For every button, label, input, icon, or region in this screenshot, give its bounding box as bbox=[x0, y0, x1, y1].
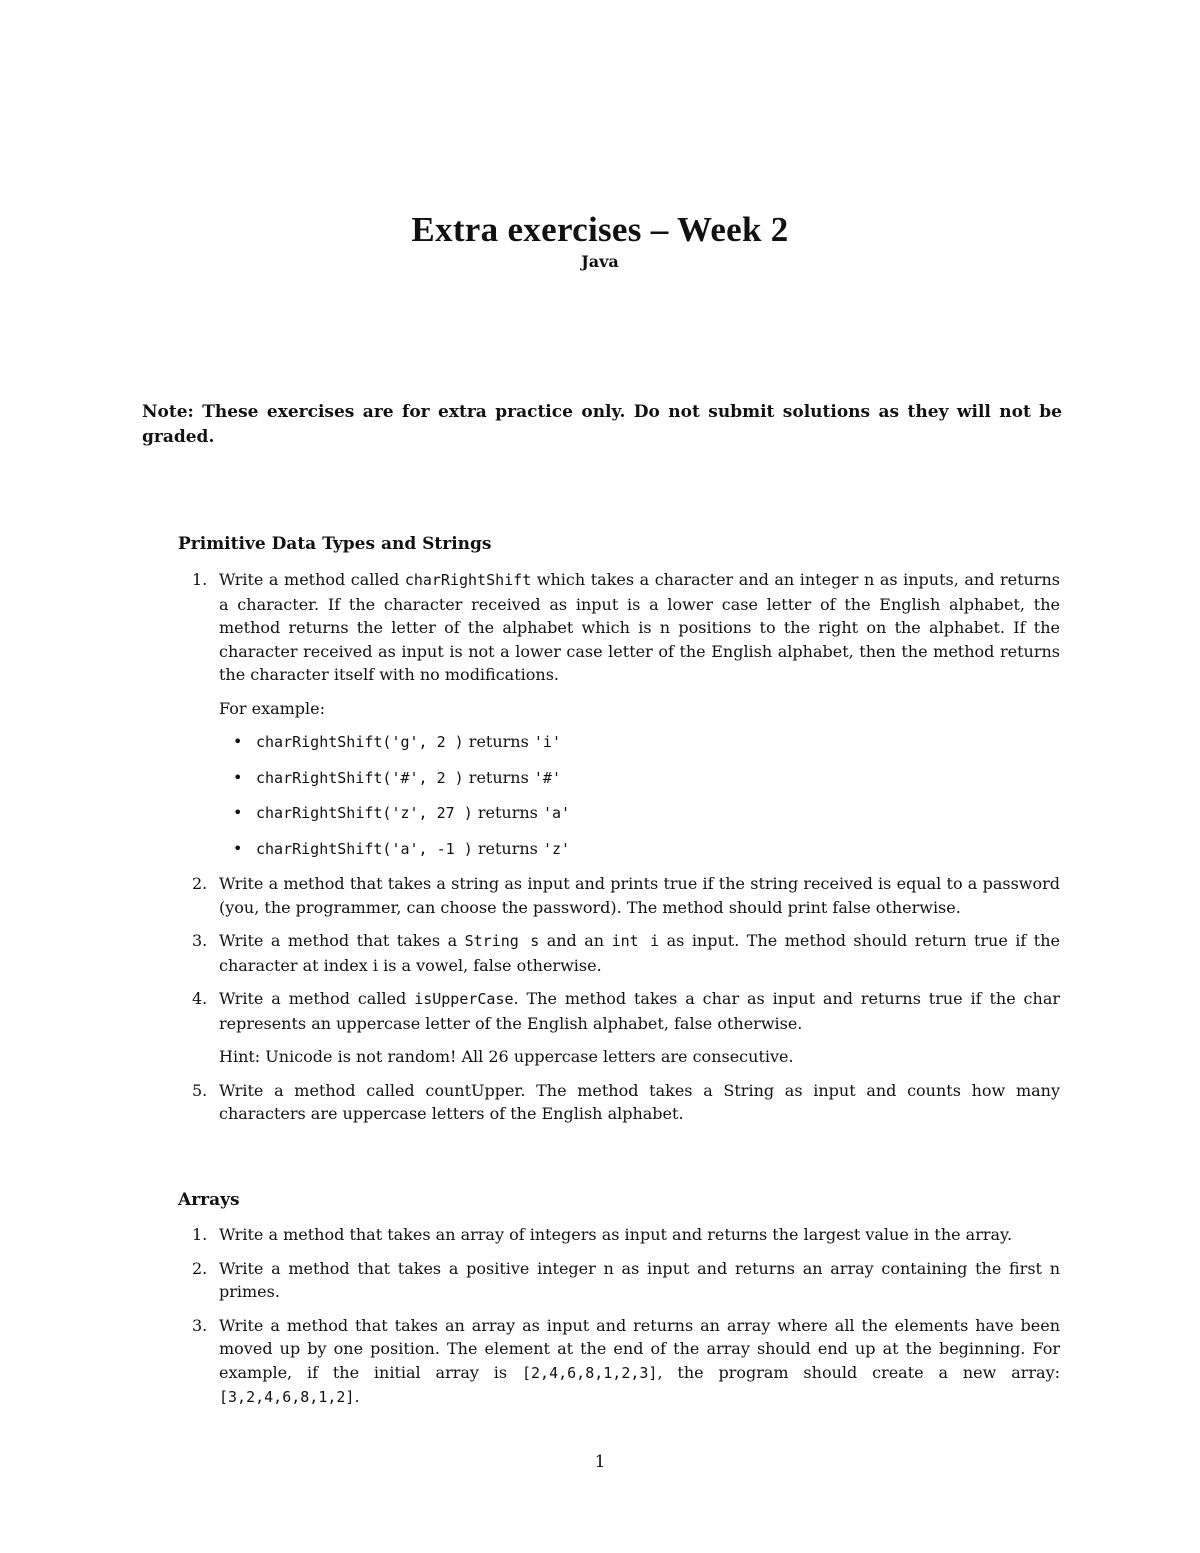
example-intro: For example: bbox=[219, 698, 326, 718]
list-item bbox=[178, 1079, 1060, 1126]
text-run: and an bbox=[539, 931, 612, 950]
inline-code: [2,4,6,8,1,2,3] bbox=[521, 1363, 658, 1382]
text-run: . bbox=[354, 1387, 360, 1406]
example-result: '#' bbox=[533, 768, 561, 787]
text-run: which takes a character and an integer n as inputs, and returns a character. If the character received as input is a lower case letter of the English alphabet, the method returns the letter of the alphabet which is n positions to the right on the alphabet. If the character received as input is not a lower case letter of the English alphabet, then the method returns the character itself with no modifications. bbox=[219, 570, 1061, 684]
text-run: Write a method called bbox=[219, 989, 415, 1008]
text-run: Write a method that takes an array as input and returns an array where all the elements have been moved up by one position. The element at the end of the array should end up at the beginning. For example, if the initial array is bbox=[219, 1315, 1060, 1382]
bullet-icon: • bbox=[233, 732, 243, 751]
list-item bbox=[178, 1223, 1060, 1247]
bullet-icon: • bbox=[233, 803, 243, 822]
item-number: 1. bbox=[192, 1225, 208, 1244]
text-run: returns bbox=[472, 803, 543, 822]
text-run: , the program should create a new array: bbox=[657, 1362, 1061, 1382]
item-text bbox=[219, 929, 1060, 977]
section-title-primitive-types: Primitive Data Types and Strings bbox=[178, 534, 492, 554]
text-run: . The method takes a char as input and returns true if the char represents an uppercase letter of the English alphabet, false otherwise. bbox=[219, 989, 1061, 1033]
item-number: 2. bbox=[192, 1258, 208, 1278]
example-item bbox=[219, 730, 1060, 755]
primitive-types-exercise-list bbox=[178, 568, 1060, 1136]
item-number: 2. bbox=[192, 874, 208, 893]
inline-code: int i bbox=[611, 932, 660, 950]
text-run: returns bbox=[463, 732, 534, 751]
section-title-arrays: Arrays bbox=[178, 1190, 240, 1210]
item-number: 4. bbox=[192, 989, 208, 1008]
item-text: Write a method that takes an array of integers as input and returns the largest value in the array. bbox=[219, 1225, 1013, 1244]
example-item bbox=[219, 766, 1060, 791]
example-list bbox=[219, 730, 1060, 861]
list-item bbox=[178, 987, 1060, 1069]
example-call: charRightShift('z', 27 ) bbox=[256, 804, 473, 822]
example-result: 'z' bbox=[542, 839, 571, 858]
example-item bbox=[219, 837, 1060, 862]
item-text bbox=[219, 987, 1060, 1035]
inline-code: String s bbox=[464, 932, 540, 950]
example-item bbox=[219, 801, 1060, 826]
text-run: returns bbox=[463, 767, 534, 787]
arrays-exercise-list bbox=[178, 1223, 1060, 1420]
item-text: Write a method that takes a positive integer n as input and returns an array containing the first n primes. bbox=[219, 1258, 1060, 1301]
inline-code: isUpperCase bbox=[414, 990, 514, 1008]
item-text bbox=[219, 568, 1060, 687]
item-number: 3. bbox=[192, 1315, 208, 1335]
bullet-icon: • bbox=[233, 767, 243, 787]
text-run: as input. The method should return true if the character at index i is a vowel, false otherwise. bbox=[219, 931, 1061, 975]
inline-code: [3,2,4,6,8,1,2] bbox=[219, 1388, 355, 1406]
page-number: 1 bbox=[594, 1452, 606, 1472]
example-call: charRightShift('g', 2 ) bbox=[256, 733, 464, 751]
item-text bbox=[219, 1314, 1060, 1410]
text-run: returns bbox=[472, 838, 543, 858]
text-run: Write a method that takes a bbox=[219, 931, 465, 950]
list-item bbox=[178, 1257, 1060, 1304]
hint-text: Hint: Unicode is not random! All 26 uppercase letters are consecutive. bbox=[219, 1047, 794, 1066]
item-number: 1. bbox=[192, 570, 208, 589]
item-text: Write a method that takes a string as input and prints true if the string received is equal to a password (you, the programmer, can choose the password). The method should print false otherwise. bbox=[219, 874, 1060, 917]
example-result: 'a' bbox=[542, 804, 571, 822]
bullet-icon: • bbox=[233, 838, 243, 858]
list-item bbox=[178, 929, 1060, 977]
list-item bbox=[178, 568, 1060, 861]
item-number: 3. bbox=[192, 931, 208, 950]
text-run: Write a method called bbox=[219, 570, 405, 589]
example-call: charRightShift('a', -1 ) bbox=[256, 839, 473, 858]
example-call: charRightShift('#', 2 ) bbox=[256, 768, 464, 787]
document-title: Extra exercises – Week 2 bbox=[411, 210, 789, 249]
example-result: 'i' bbox=[533, 733, 561, 751]
list-item bbox=[178, 872, 1060, 919]
note-paragraph: Note: These exercises are for extra practice only. Do not submit solutions as they will not be graded. bbox=[142, 402, 1062, 447]
item-number: 5. bbox=[192, 1080, 208, 1100]
inline-code: charRightShift bbox=[404, 571, 532, 589]
document-subtitle: Java bbox=[581, 252, 619, 271]
list-item bbox=[178, 1314, 1060, 1410]
item-text: Write a method called countUpper. The method takes a String as input and counts how many characters are uppercase letters of the English alphabet. bbox=[219, 1080, 1060, 1123]
